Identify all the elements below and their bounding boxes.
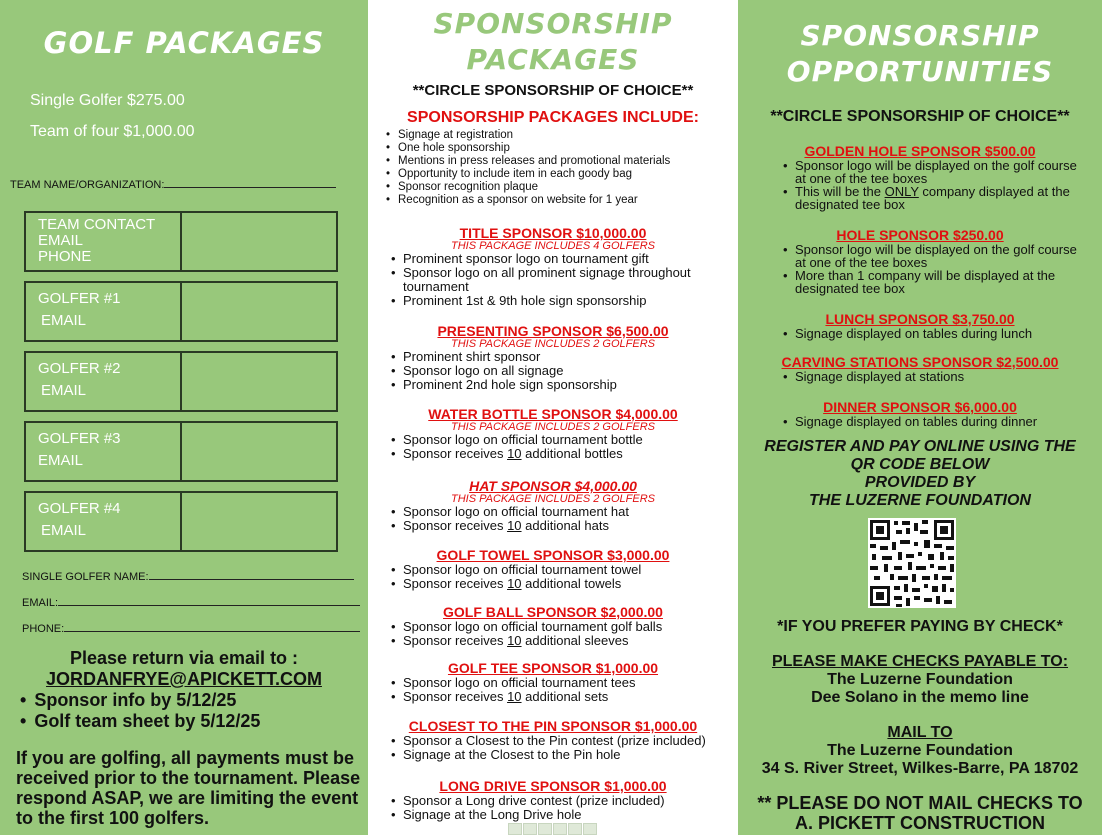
- box-label: GOLFER #4: [38, 500, 121, 517]
- box-label: EMAIL: [41, 382, 87, 399]
- sponsorship-opportunities-title: [738, 18, 1102, 90]
- list-item: • Signage displayed at stations: [795, 370, 1090, 383]
- list-item: • Signage at the Long Drive hole: [403, 808, 733, 822]
- package-heading: TITLE SPONSOR $10,000.00: [459, 225, 647, 241]
- box-label: EMAIL: [38, 452, 84, 469]
- item-text: Sponsor receives: [403, 633, 508, 648]
- team-of-four-price: Team of four $1,000.00: [30, 123, 195, 140]
- box-label: EMAIL: [41, 312, 87, 329]
- mail-line: The Luzerne Foundation: [827, 742, 1013, 759]
- list-item: • More than 1 company will be displayed at the designated tee box: [795, 269, 1090, 295]
- list-item: [403, 690, 733, 704]
- opportunity-heading: CARVING STATIONS SPONSOR $2,500.00: [781, 354, 1059, 370]
- title-sponsor-package[interactable]: [368, 226, 738, 308]
- list-item: [403, 519, 733, 533]
- single-golfer-name-field[interactable]: [22, 571, 354, 583]
- list-item: • Sponsor info by 5/12/25: [20, 690, 368, 711]
- package-subheading: THIS PACKAGE INCLUDES 2 GOLFERS: [451, 493, 655, 505]
- sponsorship-opportunities-panel: [738, 0, 1102, 835]
- payable-line: Dee Solano in the memo line: [811, 689, 1029, 706]
- item-text: Sponsor receives: [403, 518, 508, 533]
- title-line: OPPORTUNITIES: [786, 55, 1054, 88]
- title-line: SPONSORSHIP: [800, 19, 1040, 52]
- list-item: • Sponsor logo on official tournament tees: [403, 676, 733, 690]
- list-item: • Prominent 1st & 9th hole sign sponsorship: [403, 294, 733, 308]
- list-item: • Sponsor logo on all prominent signage throughout tournament: [403, 266, 733, 294]
- list-item: • Opportunity to include item in each goody bag: [398, 168, 728, 181]
- opportunity-heading: GOLDEN HOLE SPONSOR $500.00: [804, 143, 1036, 159]
- presenting-sponsor-package[interactable]: [368, 324, 738, 392]
- list-item: • Signage at registration: [398, 129, 728, 142]
- box-label: GOLFER #2: [38, 360, 121, 377]
- list-item: • Sponsor logo on official tournament hat: [403, 505, 733, 519]
- list-item: • Sponsor a Long drive contest (prize included): [403, 794, 733, 808]
- register-line: REGISTER AND PAY ONLINE USING THE: [764, 438, 1076, 455]
- package-heading: WATER BOTTLE SPONSOR $4,000.00: [428, 406, 678, 422]
- item-emphasis: ONLY: [884, 184, 919, 199]
- payment-note: If you are golfing, all payments must be received prior to the tournament. Please respond ASAP, we are limiting the event to the first 100 golfers.: [16, 748, 361, 828]
- list-item: • Signage displayed on tables during dinner: [795, 415, 1090, 428]
- hole-sponsor[interactable]: [738, 228, 1102, 295]
- list-item: • Signage displayed on tables during lunch: [795, 327, 1090, 340]
- thumbnail: [583, 823, 597, 835]
- list-item: • Sponsor logo will be displayed on the golf course at one of the tee boxes: [795, 243, 1090, 269]
- list-item: • One hole sponsorship: [398, 142, 728, 155]
- closest-to-pin-sponsor-package[interactable]: [368, 719, 738, 762]
- single-golfer-price: Single Golfer $275.00: [30, 92, 185, 109]
- team-name-label: TEAM NAME/ORGANIZATION:: [10, 179, 165, 191]
- item-text: additional hats: [521, 518, 609, 533]
- item-number: 10: [507, 689, 522, 704]
- circle-instruction: **CIRCLE SPONSORSHIP OF CHOICE**: [412, 82, 694, 99]
- list-item: • Mentions in press releases and promotional materials: [398, 155, 728, 168]
- do-not-mail-warning: [738, 793, 1102, 833]
- hat-sponsor-package[interactable]: [368, 479, 738, 533]
- deadline-list: [20, 690, 368, 732]
- thumbnail: [523, 823, 537, 835]
- sponsorship-packages-title: [368, 6, 738, 78]
- list-item: [403, 577, 733, 591]
- return-heading: Please return via email to :: [69, 648, 299, 668]
- box-label: GOLFER #3: [38, 430, 121, 447]
- list-item: • Signage at the Closest to the Pin hole: [403, 748, 733, 762]
- payable-to-block: [738, 653, 1102, 707]
- item-text: additional sets: [521, 689, 609, 704]
- check-payment-heading: *IF YOU PREFER PAYING BY CHECK*: [777, 618, 1063, 635]
- opportunity-heading: DINNER SPONSOR $6,000.00: [823, 399, 1017, 415]
- dinner-sponsor[interactable]: [738, 400, 1102, 428]
- item-text: additional sleeves: [521, 633, 629, 648]
- golfer-1-box[interactable]: [24, 281, 338, 342]
- circle-instruction: **CIRCLE SPONSORSHIP OF CHOICE**: [770, 108, 1070, 125]
- golfer-3-box[interactable]: [24, 421, 338, 482]
- list-item: • Recognition as a sponsor on website for 1 year: [398, 194, 728, 207]
- title-line: PACKAGES: [466, 43, 640, 76]
- item-text: additional bottles: [521, 446, 623, 461]
- list-item: • Sponsor logo on official tournament bottle: [403, 433, 733, 447]
- package-heading: GOLF TEE SPONSOR $1,000.00: [447, 660, 659, 676]
- package-heading: GOLF TOWEL SPONSOR $3,000.00: [436, 547, 670, 563]
- package-subheading: THIS PACKAGE INCLUDES 2 GOLFERS: [451, 338, 655, 350]
- item-number: 10: [507, 633, 522, 648]
- register-line: THE LUZERNE FOUNDATION: [809, 492, 1031, 509]
- list-item: • Sponsor logo will be displayed on the golf course at one of the tee boxes: [795, 159, 1090, 185]
- mail-line: 34 S. River Street, Wilkes-Barre, PA 18702: [761, 760, 1079, 777]
- lunch-sponsor[interactable]: [738, 312, 1102, 340]
- mail-to-heading: MAIL TO: [887, 724, 953, 741]
- payable-heading: PLEASE MAKE CHECKS PAYABLE TO:: [771, 653, 1069, 670]
- package-heading: LONG DRIVE SPONSOR $1,000.00: [439, 778, 667, 794]
- register-line: QR CODE BELOW: [850, 456, 990, 473]
- warning-line: ** PLEASE DO NOT MAIL CHECKS TO: [757, 793, 1083, 813]
- list-item: • Prominent shirt sponsor: [403, 350, 733, 364]
- title-line: SPONSORSHIP: [433, 7, 673, 40]
- item-number: 10: [507, 446, 522, 461]
- package-subheading: THIS PACKAGE INCLUDES 2 GOLFERS: [451, 421, 655, 433]
- item-text: additional towels: [521, 576, 622, 591]
- item-number: 10: [507, 518, 522, 533]
- opportunity-heading: HOLE SPONSOR $250.00: [836, 227, 1004, 243]
- list-item: [403, 447, 733, 461]
- return-instructions: [0, 648, 368, 732]
- item-text: company displayed at the designated tee box: [795, 184, 1070, 212]
- list-item: • Sponsor logo on official tournament towel: [403, 563, 733, 577]
- box-label: EMAIL: [38, 232, 84, 249]
- phone-label: PHONE:: [22, 623, 65, 635]
- box-label: GOLFER #1: [38, 290, 121, 307]
- sponsorship-packages-panel: [368, 0, 738, 835]
- water-bottle-sponsor-package[interactable]: [368, 407, 738, 461]
- golfer-4-box[interactable]: [24, 491, 338, 552]
- includes-list: [398, 129, 728, 207]
- item-text: This will be the: [795, 184, 885, 199]
- golf-packages-title: GOLF PACKAGES: [43, 26, 325, 60]
- thumbnail: [553, 823, 567, 835]
- list-item: • Golf team sheet by 5/12/25: [20, 711, 368, 732]
- list-item: • Sponsor a Closest to the Pin contest (prize included): [403, 734, 733, 748]
- return-email-link[interactable]: JORDANFRYE@APICKETT.COM: [46, 669, 322, 689]
- page-thumbnails: [508, 822, 598, 835]
- list-item: • Prominent 2nd hole sign sponsorship: [403, 378, 733, 392]
- golf-ball-sponsor-package[interactable]: [368, 605, 738, 648]
- thumbnail: [568, 823, 582, 835]
- item-text: Sponsor receives: [403, 689, 508, 704]
- single-golfer-name-label: SINGLE GOLFER NAME:: [22, 571, 149, 583]
- box-label: EMAIL: [41, 522, 87, 539]
- package-subheading: THIS PACKAGE INCLUDES 4 GOLFERS: [451, 240, 655, 252]
- opportunity-heading: LUNCH SPONSOR $3,750.00: [825, 311, 1015, 327]
- list-item: • Sponsor logo on official tournament golf balls: [403, 620, 733, 634]
- phone-field[interactable]: [22, 623, 360, 635]
- email-field[interactable]: [22, 597, 360, 609]
- team-name-field[interactable]: [10, 179, 336, 191]
- list-item: • Sponsor logo on all signage: [403, 364, 733, 378]
- golf-towel-sponsor-package[interactable]: [368, 548, 738, 591]
- register-line: PROVIDED BY: [864, 474, 976, 491]
- golf-tee-sponsor-package[interactable]: [368, 661, 738, 704]
- package-heading: GOLF BALL SPONSOR $2,000.00: [443, 604, 663, 620]
- list-item: [403, 634, 733, 648]
- golfer-2-box[interactable]: [24, 351, 338, 412]
- team-contact-box[interactable]: [24, 211, 338, 272]
- box-label: TEAM CONTACT: [38, 216, 156, 233]
- item-text: Sponsor receives: [403, 446, 508, 461]
- carving-stations-sponsor[interactable]: [738, 355, 1102, 383]
- list-item: • Prominent sponsor logo on tournament gift: [403, 252, 733, 266]
- thumbnail: [508, 823, 522, 835]
- email-label: EMAIL:: [22, 597, 59, 609]
- package-heading: CLOSEST TO THE PIN SPONSOR $1,000.00: [408, 718, 698, 734]
- golden-hole-sponsor[interactable]: [738, 144, 1102, 211]
- package-heading: PRESENTING SPONSOR $6,500.00: [437, 323, 669, 339]
- qr-code[interactable]: [868, 518, 956, 608]
- long-drive-sponsor-package[interactable]: [368, 779, 738, 822]
- box-label: PHONE: [38, 248, 92, 265]
- register-online-text: [738, 438, 1102, 510]
- warning-line: A. PICKETT CONSTRUCTION: [795, 813, 1045, 833]
- mail-to-block: [738, 724, 1102, 778]
- thumbnail: [538, 823, 552, 835]
- item-text: Sponsor receives: [403, 576, 508, 591]
- list-item: • Sponsor recognition plaque: [398, 181, 728, 194]
- list-item: [795, 185, 1090, 211]
- golf-packages-panel: [0, 0, 368, 835]
- includes-heading: SPONSORSHIP PACKAGES INCLUDE:: [407, 109, 699, 126]
- payable-line: The Luzerne Foundation: [827, 671, 1013, 688]
- package-heading: HAT SPONSOR $4,000.00: [469, 478, 637, 494]
- qr-code-icon: [868, 518, 956, 608]
- item-number: 10: [507, 576, 522, 591]
